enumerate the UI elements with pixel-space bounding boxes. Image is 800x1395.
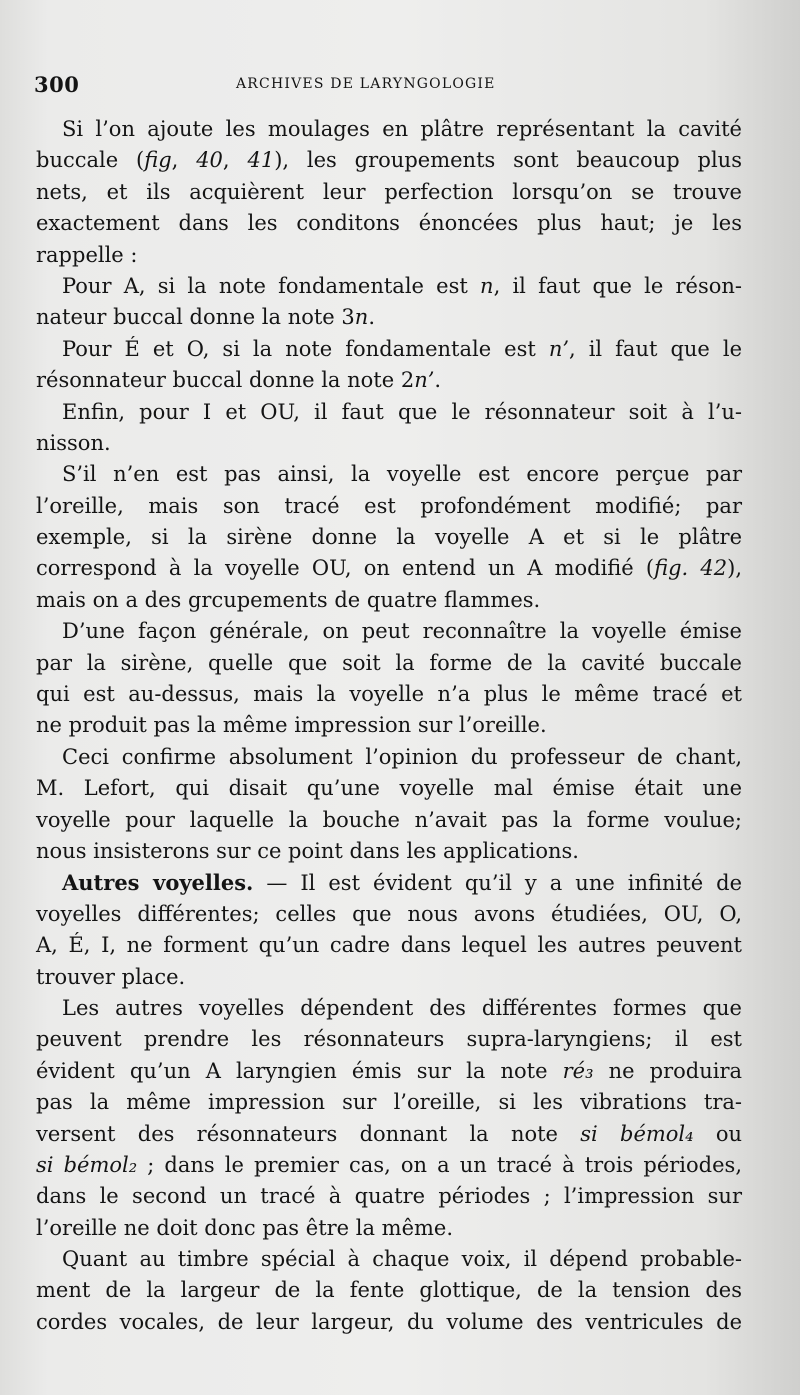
text-segment: pas la même impression sur l’oreille, si les vibrations tra- [36, 1090, 742, 1115]
text-segment: fig [144, 148, 172, 173]
text-line [36, 240, 742, 271]
text-line [36, 773, 742, 804]
text-segment: cordes vocales, de leur largeur, du volume des ventricules de [36, 1309, 742, 1334]
text-segment: voyelle pour laquelle la bouche n’avait pas la forme voulue; [36, 807, 742, 832]
text-segment: l’oreille, mais son tracé est profondément modifié; par [36, 493, 742, 518]
text-segment: nateur buccal donne la note 3 [36, 305, 355, 330]
text-line [36, 710, 742, 741]
text-segment: si bémol₂ [36, 1152, 138, 1177]
text-segment: nous insisterons sur ce point dans les applications. [36, 838, 579, 863]
text-segment: Pour É et O, si la note fondamentale est [62, 336, 549, 361]
text-segment: Quant au timbre spécial à chaque voix, il dépend probable- [62, 1247, 742, 1272]
text-line [36, 648, 742, 679]
page-number: 300 [34, 72, 80, 97]
text-segment: ), [727, 556, 742, 581]
text-line [36, 679, 742, 710]
text-segment: rappelle : [36, 242, 138, 267]
text-segment: correspond à la voyelle OU, on entend un A modifié ( [36, 556, 655, 581]
text-line [36, 1307, 742, 1338]
text-line [36, 1087, 742, 1118]
text-line [36, 397, 742, 428]
text-segment: , [171, 148, 197, 173]
text-segment: Si l’on ajoute les moulages en plâtre représentant la cavité [62, 117, 742, 141]
text-segment: ne produit pas la même impression sur l’oreille. [36, 713, 547, 738]
text-line [36, 428, 742, 459]
text-line [36, 145, 742, 176]
text-line [36, 1244, 742, 1275]
text-segment: par la sirène, quelle que soit la forme de la cavité buccale [36, 650, 742, 675]
text-line [36, 1275, 742, 1306]
text-line [36, 1213, 742, 1244]
text-line [36, 1056, 742, 1087]
text-line [36, 1119, 742, 1150]
text-segment: n [480, 273, 494, 298]
text-line [36, 553, 742, 584]
text-segment: — Il est évident qu’il y a une infinité de [253, 871, 742, 896]
text-segment: ré₃ [562, 1058, 594, 1083]
text-line [36, 302, 742, 333]
text-segment: ; dans le premier cas, on a un tracé à trois périodes, [137, 1152, 742, 1177]
text-line [36, 930, 742, 961]
text-segment: ne produira [593, 1058, 743, 1083]
text-segment: ment de la largeur de la fente glottique, de la tension des [36, 1278, 742, 1303]
text-segment: . [368, 305, 375, 330]
text-segment: l’oreille ne doit donc pas être la même. [36, 1215, 454, 1240]
text-segment: ), les groupements sont beaucoup plus [274, 148, 742, 173]
text-line [36, 616, 742, 647]
text-line [36, 365, 742, 396]
text-line [36, 522, 742, 553]
text-line [36, 993, 742, 1024]
text-segment: fig. 42 [654, 556, 728, 581]
text-segment: n’ [414, 368, 435, 393]
text-segment: ou [693, 1121, 742, 1146]
text-segment: résonnateur buccal donne la note 2 [36, 368, 415, 393]
text-line [36, 459, 742, 490]
text-segment: nets, et ils acquièrent leur perfection lorsqu’on se trouve [36, 179, 742, 204]
text-segment: A, É, I, ne forment qu’un cadre dans lequel les autres peuvent [36, 933, 742, 958]
text-segment: dans le second un tracé à quatre périodes ; l’impression sur [36, 1184, 742, 1209]
text-segment: qui est au-dessus, mais la voyelle n’a plus le même tracé et [36, 682, 742, 707]
text-segment: 40 [196, 148, 223, 173]
text-line [36, 1181, 742, 1212]
text-line [36, 334, 742, 365]
text-segment: S’il n’en est pas ainsi, la voyelle est encore perçue par [62, 462, 742, 487]
text-segment: M. Lefort, qui disait qu’une voyelle mal émise était une [36, 776, 742, 801]
running-head: ARCHIVES DE LARYNGOLOGIE [236, 76, 496, 92]
text-segment: exemple, si la sirène donne la voyelle A et si le plâtre [36, 525, 742, 550]
text-segment: si bémol₄ [580, 1121, 694, 1146]
text-segment: Enfin, pour I et OU, il faut que le résonnateur soit à l’u- [62, 399, 742, 424]
text-segment: peuvent prendre les résonnateurs supra-laryngiens; il est [36, 1027, 742, 1052]
text-line [36, 1150, 742, 1181]
text-segment: , [222, 148, 248, 173]
text-segment: , il faut que le [569, 336, 743, 361]
text-line [36, 585, 742, 616]
text-line [36, 1024, 742, 1055]
text-segment: n’ [548, 336, 570, 361]
text-segment: . [434, 368, 442, 393]
text-line [36, 805, 742, 836]
text-segment: , il faut que le réson- [493, 273, 742, 298]
text-line [36, 208, 742, 239]
text-line [36, 271, 742, 302]
text-segment: versent des résonnateurs donnant la note [36, 1121, 581, 1146]
text-segment: Ceci confirme absolument l’opinion du professeur de chant, [62, 744, 742, 769]
text-segment: n [354, 305, 369, 330]
text-line [36, 899, 742, 930]
text-line [36, 491, 742, 522]
text-segment: voyelles différentes; celles que nous avons étudiées, OU, O, [36, 901, 742, 926]
text-line [36, 867, 742, 898]
text-segment: exactement dans les conditons énoncées plus haut; je les [36, 211, 742, 236]
text-line [36, 962, 742, 993]
body-text [36, 114, 742, 1338]
text-line [36, 836, 742, 867]
text-segment: nisson. [36, 430, 111, 455]
text-segment: D’une façon générale, on peut reconnaître la voyelle émise [62, 619, 742, 644]
page-header [34, 72, 754, 102]
text-line [36, 177, 742, 208]
section-heading: Autres voyelles. [62, 870, 254, 896]
text-segment: buccale ( [36, 148, 145, 173]
text-segment: évident qu’un A laryngien émis sur la note [36, 1058, 563, 1083]
text-segment: mais on a des grcupements de quatre flammes. [36, 587, 541, 612]
text-line [36, 114, 742, 145]
text-segment: Pour A, si la note fondamentale est [62, 273, 481, 298]
text-segment: trouver place. [36, 964, 186, 989]
text-segment: Les autres voyelles dépendent des différentes formes que [62, 995, 742, 1020]
text-line [36, 742, 742, 773]
text-segment: 41 [247, 148, 275, 173]
